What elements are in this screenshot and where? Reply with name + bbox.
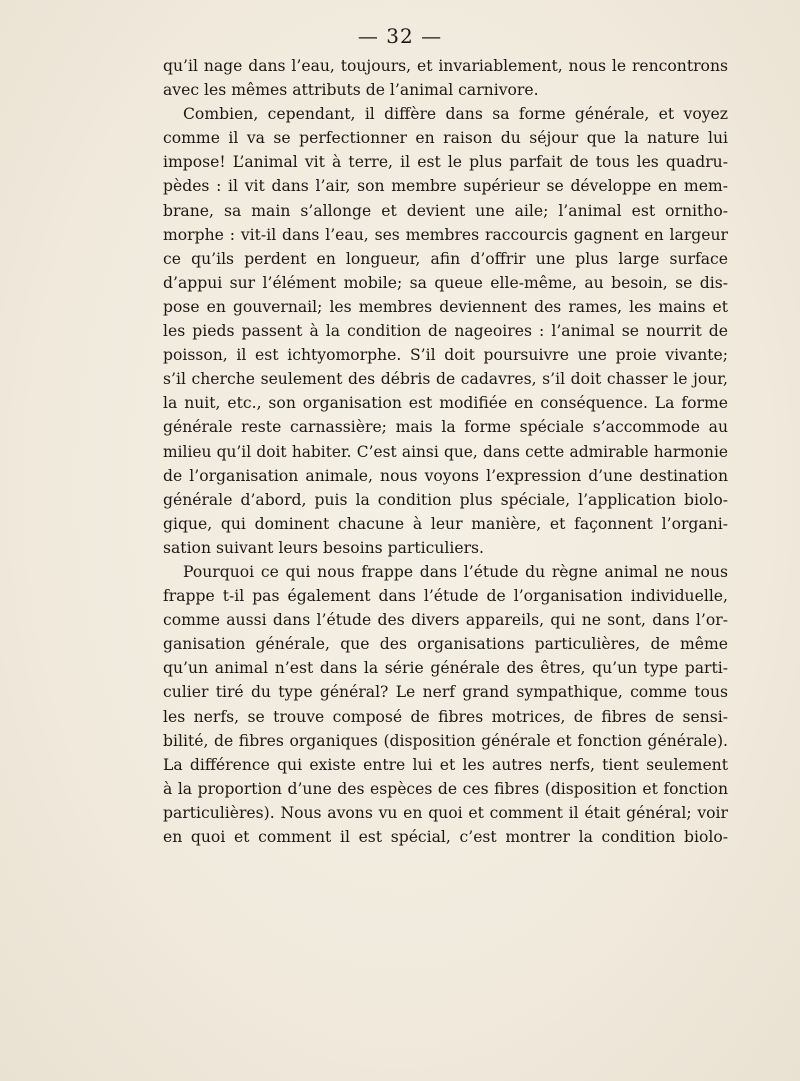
text-line: qu’un animal n’est dans la série générale des êtres, qu’un type parti-	[163, 659, 728, 678]
text-line: avec les mêmes attributs de l’animal carnivore.	[163, 81, 539, 100]
text-line: poisson, il est ichtyomorphe. S’il doit poursuivre une proie vivante;	[163, 346, 728, 365]
text-line: ce qu’ils perdent en longueur, afin d’offrir une plus large surface	[163, 249, 728, 268]
text-line: à la proportion d’une des espèces de ces fibres (disposition et fonction	[163, 779, 728, 798]
text-line: Combien, cependant, il diffère dans sa forme générale, et voyez	[183, 105, 728, 124]
page-number: — 32 —	[357, 24, 443, 48]
text-line: frappe t-il pas également dans l’étude de l’organisation individuelle,	[163, 587, 728, 606]
text-line: générale reste carnassière; mais la forme spéciale s’accommode au	[163, 418, 728, 437]
text-line: de l’organisation animale, nous voyons l’expression d’une destination	[163, 466, 728, 485]
text-line: impose! L’animal vit à terre, il est le plus parfait de tous les quadru-	[163, 153, 728, 172]
text-line: La différence qui existe entre lui et les autres nerfs, tient seulement	[163, 755, 728, 774]
text-line: gique, qui dominent chacune à leur manière, et façonnent l’organi-	[163, 514, 728, 533]
text-line: ganisation générale, que des organisations particulières, de même	[163, 635, 728, 654]
text-line: comme aussi dans l’étude des divers appareils, qui ne sont, dans l’or-	[163, 611, 728, 630]
text-line: qu’il nage dans l’eau, toujours, et invariablement, nous le rencontrons	[163, 57, 728, 75]
text-line: d’appui sur l’élément mobile; sa queue elle-même, au besoin, se dis-	[163, 273, 728, 292]
text-line: en quoi et comment il est spécial, c’est montrer la condition biolo-	[163, 828, 728, 846]
text-line: bilité, de fibres organiques (disposition générale et fonction générale).	[163, 731, 728, 750]
text-line: sation suivant leurs besoins particuliers.	[163, 538, 484, 557]
text-line: pose en gouvernail; les membres deviennent des rames, les mains et	[163, 297, 728, 316]
text-line: brane, sa main s’allonge et devient une aile; l’animal est ornitho-	[163, 201, 728, 220]
text-line: s’il cherche seulement des débris de cadavres, s’il doit chasser le jour,	[163, 370, 728, 389]
body-text	[163, 54, 728, 849]
text-line: morphe : vit-il dans l’eau, ses membres raccourcis gagnent en largeur	[163, 225, 728, 244]
text-line: comme il va se perfectionner en raison du séjour que la nature lui	[163, 129, 728, 148]
text-line: culier tiré du type général? Le nerf grand sympathique, comme tous	[163, 683, 728, 702]
text-line: la nuit, etc., son organisation est modifiée en conséquence. La forme	[163, 394, 728, 413]
text-line: générale d’abord, puis la condition plus spéciale, l’application biolo-	[163, 490, 728, 509]
text-line: pèdes : il vit dans l’air, son membre supérieur se développe en mem-	[163, 177, 728, 196]
text-line: particulières). Nous avons vu en quoi et comment il était général; voir	[163, 803, 728, 822]
text-line: les pieds passent à la condition de nageoires : l’animal se nourrit de	[163, 322, 728, 341]
text-line: milieu qu’il doit habiter. C’est ainsi que, dans cette admirable harmonie	[163, 442, 728, 461]
text-line: Pourquoi ce qui nous frappe dans l’étude du règne animal ne nous	[183, 562, 728, 581]
text-line: les nerfs, se trouve composé de fibres motrices, de fibres de sensi-	[163, 707, 728, 726]
